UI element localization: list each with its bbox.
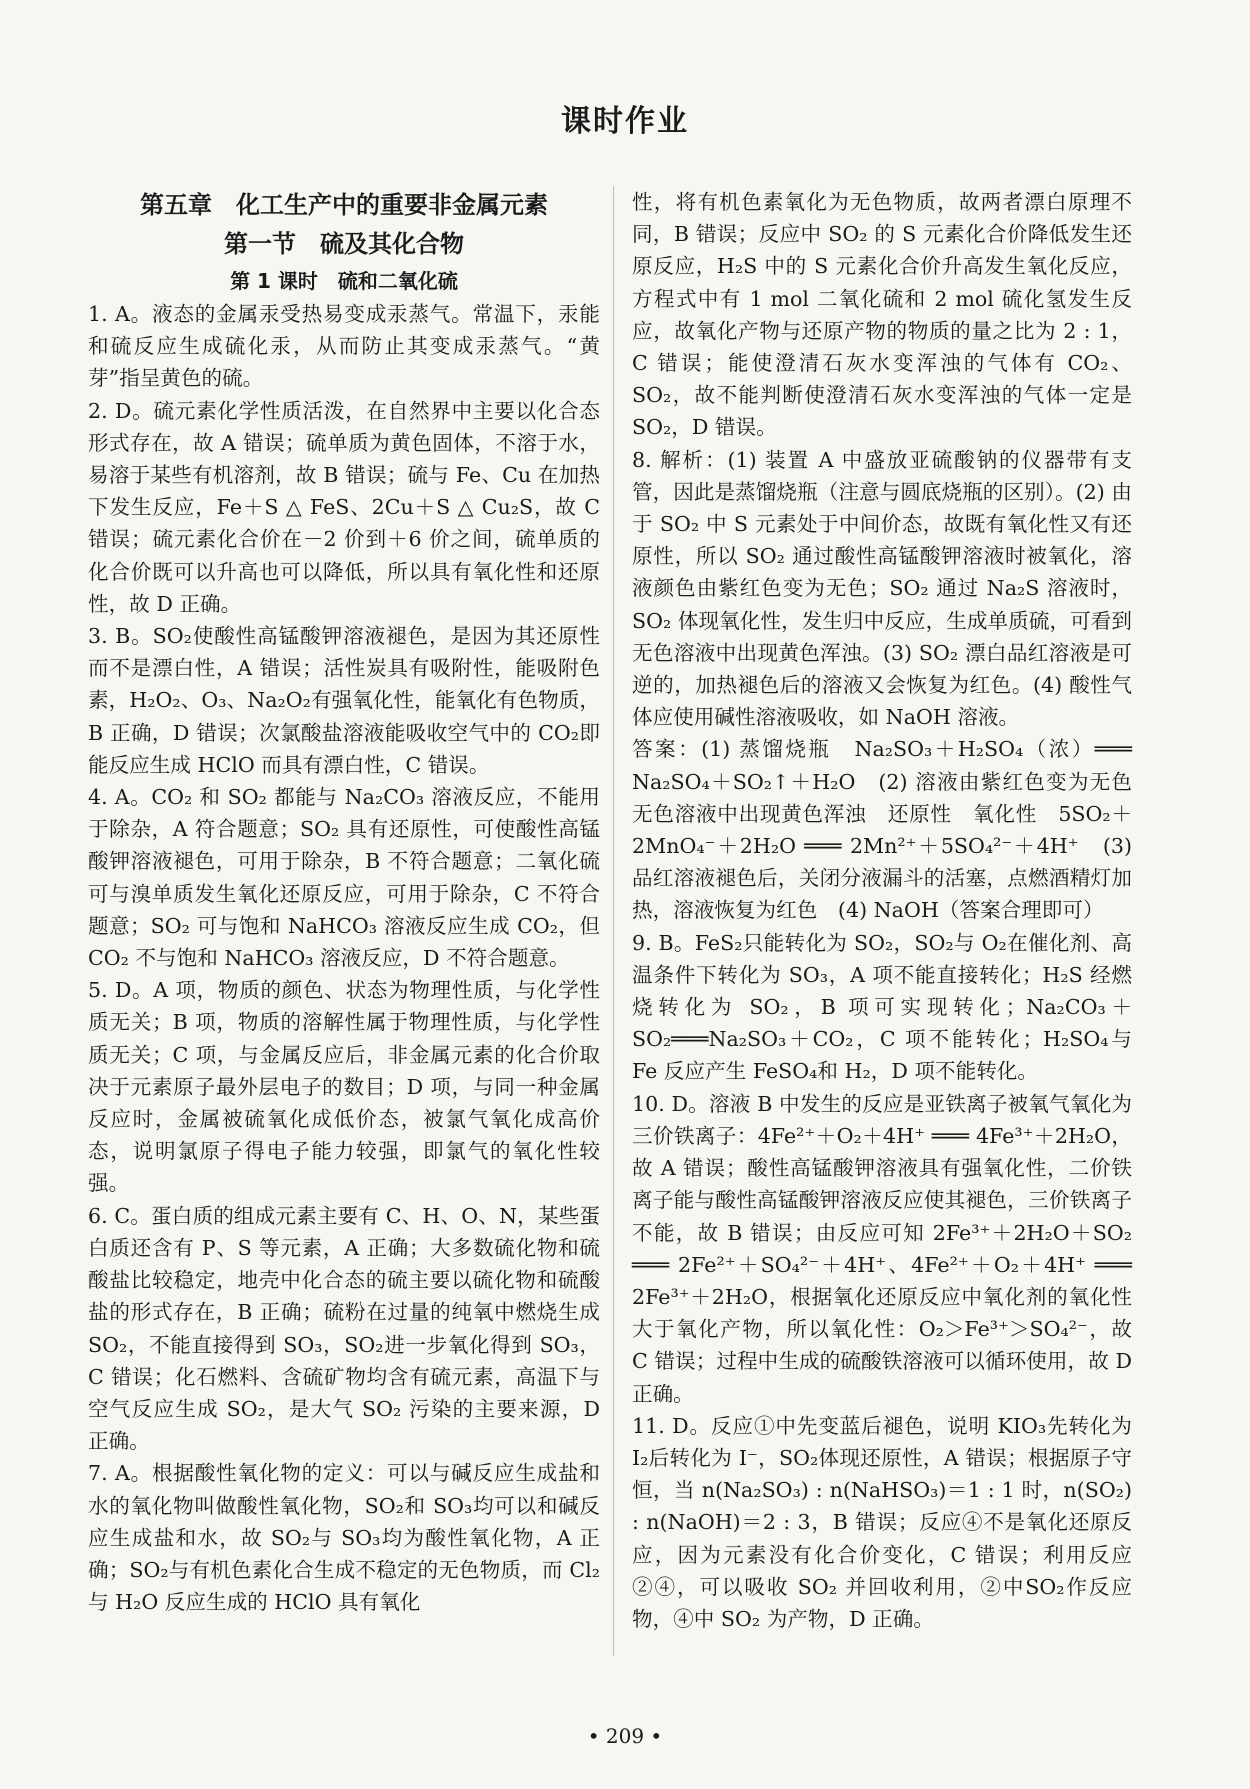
- page-number: • 209 •: [587, 1724, 663, 1748]
- answer-item-1: 1. A。液态的金属汞受热易变成汞蒸气。常温下，汞能和硫反应生成硫化汞，从而防止其变成汞蒸气。“黄芽”指呈黄色的硫。: [88, 302, 600, 391]
- answer-item-9: 9. B。FeS₂只能转化为 SO₂，SO₂与 O₂在催化剂、高温条件下转化为 SO₃，A 项不能直接转化；H₂S 经燃烧转化为 SO₂，B 项可实现转化；Na₂CO₃＋SO₂═══Na₂SO₃＋CO₂，C 项不能转化；H₂SO₄与 Fe 反应产生 FeSO₄和 H₂，D 项不能转化。: [632, 930, 1132, 1084]
- answer-item-10: 10. D。溶液 B 中发生的反应是亚铁离子被氧气氧化为三价铁离子：4Fe²⁺＋O₂＋4H⁺ ═══ 4Fe³⁺＋2H₂O，故 A 错误；酸性高锰酸钾溶液具有强氧化性，二价铁离子能与酸性高锰酸钾溶液反应使其褪色，三价铁离子不能，故 B 错误；由反应可知 2Fe³⁺＋2H₂O＋SO₂ ═══ 2Fe²⁺＋SO₄²⁻＋4H⁺、4Fe²⁺＋O₂＋4H⁺ ═══ 2Fe³⁺＋2H₂O，根据氧化还原反应中氧化剂的氧化性大于氧化产物，所以氧化性：O₂＞Fe³⁺＞SO₄²⁻，故 C 错误；过程中生成的硫酸铁溶液可以循环使用，故 D 正确。: [632, 1091, 1132, 1406]
- answer-item-4: 4. A。CO₂ 和 SO₂ 都能与 Na₂CO₃ 溶液反应，不能用于除杂，A 符合题意；SO₂ 具有还原性，可使酸性高锰酸钾溶液褪色，可用于除杂，B 不符合题意；二氧化硫可与溴单质发生氧化还原反应，可用于除杂，C 不符合题意；SO₂ 可与饱和 NaHCO₃ 溶液反应生成 CO₂，但 CO₂ 不与饱和 NaHCO₃ 溶液反应，D 不符合题意。: [88, 785, 600, 971]
- left-column: [88, 186, 600, 1618]
- column-divider: [613, 186, 614, 1656]
- section-heading: 第一节 硫及其化合物: [224, 230, 464, 258]
- answer-item-7-continued: 性，将有机色素氧化为无色物质，故两者漂白原理不同，B 错误；反应中 SO₂ 的 S 元素化合价降低发生还原反应，H₂S 中的 S 元素化合价升高发生氧化反应，方程式中有 1 mol 二氧化硫和 2 mol 硫化氢发生反应，故氧化产物与还原产物的物质的量之比为 2 : 1，C 错误；能使澄清石灰水变浑浊的气体有 CO₂、SO₂，故不能判断使澄清石灰水变浑浊的气体一定是 SO₂，D 错误。: [632, 190, 1132, 440]
- answer-item-8: 8. 解析：(1) 装置 A 中盛放亚硫酸钠的仪器带有支管，因此是蒸馏烧瓶（注意与圆底烧瓶的区别）。(2) 由于 SO₂ 中 S 元素处于中间价态，故既有氧化性又有还原性，所以 SO₂ 通过酸性高锰酸钾溶液时被氧化，溶液颜色由紫红色变为无色；SO₂ 通过 Na₂S 溶液时，SO₂ 体现氧化性，发生归中反应，生成单质硫，可看到无色溶液中出现黄色浑浊。(3) SO₂ 漂白品红溶液是可逆的，加热褪色后的溶液又会恢复为红色。(4) 酸性气体应使用碱性溶液吸收，如 NaOH 溶液。: [632, 447, 1132, 730]
- lesson-heading: 第 1 课时 硫和二氧化硫: [230, 269, 458, 293]
- answer-item-8-answer: 答案：(1) 蒸馏烧瓶 Na₂SO₃＋H₂SO₄（浓）═══ Na₂SO₄＋SO₂↑＋H₂O (2) 溶液由紫红色变为无色 无色溶液中出现黄色浑浊 还原性 氧化性 5SO₂＋2MnO₄⁻＋2H₂O ═══ 2Mn²⁺＋5SO₄²⁻＋4H⁺ (3) 品红溶液褪色后，关闭分液漏斗的活塞，点燃酒精灯加热，溶液恢复为红色 (4) NaOH（答案合理即可）: [632, 737, 1153, 923]
- right-column: [632, 186, 1153, 1635]
- answer-item-2: 2. D。硫元素化学性质活泼，在自然界中主要以化合态形式存在，故 A 错误；硫单质为黄色固体，不溶于水，易溶于某些有机溶剂，故 B 错误；硫与 Fe、Cu 在加热下发生反应，Fe＋S △ FeS、2Cu＋S △ Cu₂S，故 C 错误；硫元素化合价在－2 价到＋6 价之间，硫单质的化合价既可以升高也可以降低，所以具有氧化性和还原性，故 D 正确。: [88, 398, 600, 616]
- answer-item-7: 7. A。根据酸性氧化物的定义：可以与碱反应生成盐和水的氧化物叫做酸性氧化物，SO₂和 SO₃均可以和碱反应生成盐和水，故 SO₂与 SO₃均为酸性氧化物，A 正确；SO₂与有机色素化合生成不稳定的无色物质，而 Cl₂与 H₂O 反应生成的 HClO 具有氧化: [88, 1461, 600, 1615]
- page-title: 课时作业: [561, 104, 689, 139]
- answer-item-5: 5. D。A 项，物质的颜色、状态为物理性质，与化学性质无关；B 项，物质的溶解性属于物理性质，与化学性质无关；C 项，与金属反应后，非金属元素的化合价取决于元素原子最外层电子的数目；D 项，与同一种金属反应时，金属被硫氧化成低价态，被氯气氧化成高价态，说明氯原子得电子能力较强，即氯气的氧化性较强。: [88, 978, 600, 1196]
- answer-item-6: 6. C。蛋白质的组成元素主要有 C、H、O、N，某些蛋白质还含有 P、S 等元素，A 正确；大多数硫化物和硫酸盐比较稳定，地壳中化合态的硫主要以硫化物和硫酸盐的形式存在，B 正确；硫粉在过量的纯氧中燃烧生成 SO₂，不能直接得到 SO₃，SO₂进一步氧化得到 SO₃，C 错误；化石燃料、含硫矿物均含有硫元素，高温下与空气反应生成 SO₂，是大气 SO₂ 污染的主要来源，D 正确。: [88, 1203, 600, 1454]
- answer-item-3: 3. B。SO₂使酸性高锰酸钾溶液褪色，是因为其还原性而不是漂白性，A 错误；活性炭具有吸附性，能吸附色素，H₂O₂、O₃、Na₂O₂有强氧化性，能氧化有色物质，B 正确，D 错误；次氯酸盐溶液能吸收空气中的 CO₂即能反应生成 HClO 而具有漂白性，C 错误。: [88, 624, 600, 777]
- chapter-heading: 第五章 化工生产中的重要非金属元素: [140, 191, 548, 219]
- answer-item-11: 11. D。反应①中先变蓝后褪色，说明 KIO₃先转化为 I₂后转化为 I⁻，SO₂体现还原性，A 错误；根据原子守恒，当 n(Na₂SO₃) : n(NaHSO₃)＝1 : 1 时，n(SO₂) : n(NaOH)＝2 : 3，B 错误；反应④不是氧化还原反应，因为元素没有化合价变化，C 错误；利用反应②④，可以吸收 SO₂ 并回收利用，②中SO₂作反应物，④中 SO₂ 为产物，D 正确。: [632, 1413, 1132, 1631]
